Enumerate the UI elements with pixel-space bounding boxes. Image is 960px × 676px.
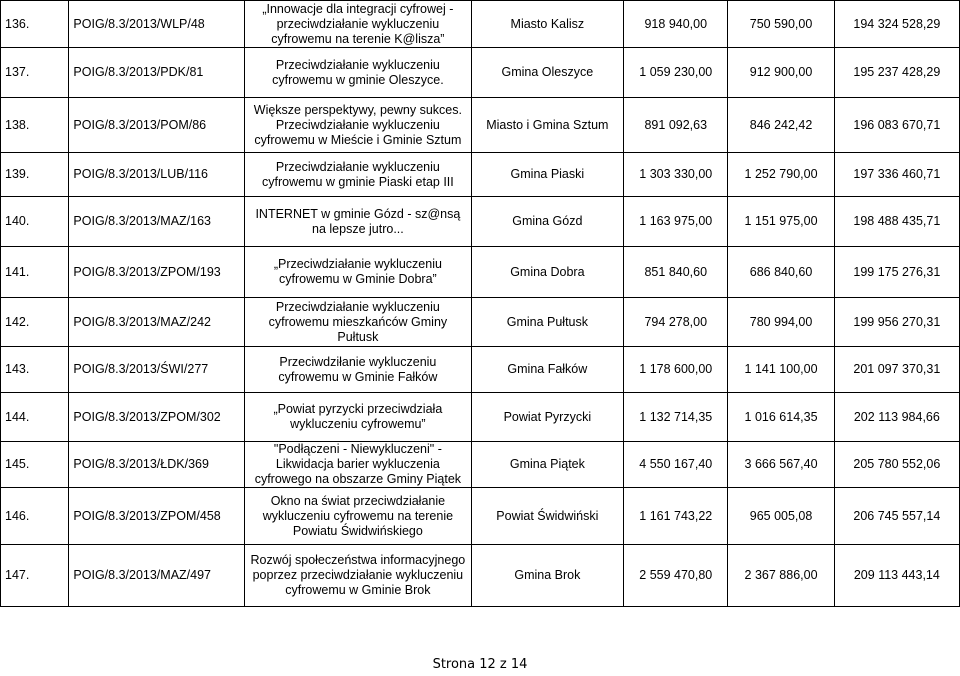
eligible-value-cell: 912 900,00 xyxy=(728,48,834,98)
table-row xyxy=(1,442,960,488)
table-row xyxy=(1,153,960,197)
total-value-cell: 1 163 975,00 xyxy=(624,197,728,247)
beneficiary-cell: Miasto Kalisz xyxy=(471,1,624,48)
project-title-cell: INTERNET w gminie Gózd - sz@nsą na lepsze jutro... xyxy=(245,197,471,247)
project-title-cell: Przeciwdziałanie wykluczeniu cyfrowemu w gminie Piaski etap III xyxy=(245,153,471,197)
table-row xyxy=(1,488,960,545)
table-row xyxy=(1,1,960,48)
total-value-cell: 891 092,63 xyxy=(624,98,728,153)
project-title-cell: „Przeciwdziałanie wykluczeniu cyfrowemu w Gminie Dobra” xyxy=(245,247,471,298)
cumulative-value-cell: 199 175 276,31 xyxy=(834,247,959,298)
project-title-cell: „Innowacje dla integracji cyfrowej - przeciwdziałanie wykluczeniu cyfrowemu na terenie K@lisza” xyxy=(245,1,471,48)
beneficiary-cell: Gmina Piątek xyxy=(471,442,624,488)
cumulative-value-cell: 198 488 435,71 xyxy=(834,197,959,247)
table-row xyxy=(1,98,960,153)
cumulative-value-cell: 202 113 984,66 xyxy=(834,393,959,442)
row-number-cell: 136. xyxy=(1,1,69,48)
eligible-value-cell: 750 590,00 xyxy=(728,1,834,48)
eligible-value-cell: 1 016 614,35 xyxy=(728,393,834,442)
total-value-cell: 1 303 330,00 xyxy=(624,153,728,197)
eligible-value-cell: 1 252 790,00 xyxy=(728,153,834,197)
row-number-cell: 142. xyxy=(1,298,69,347)
project-number-cell: POIG/8.3/2013/MAZ/163 xyxy=(69,197,245,247)
row-number-cell: 138. xyxy=(1,98,69,153)
cumulative-value-cell: 201 097 370,31 xyxy=(834,347,959,393)
cumulative-value-cell: 206 745 557,14 xyxy=(834,488,959,545)
beneficiary-cell: Gmina Gózd xyxy=(471,197,624,247)
row-number-cell: 146. xyxy=(1,488,69,545)
beneficiary-cell: Gmina Brok xyxy=(471,545,624,607)
project-title-cell: „Powiat pyrzycki przeciwdziała wykluczeniu cyfrowemu” xyxy=(245,393,471,442)
project-number-cell: POIG/8.3/2013/ZPOM/193 xyxy=(69,247,245,298)
total-value-cell: 1 161 743,22 xyxy=(624,488,728,545)
beneficiary-cell: Gmina Fałków xyxy=(471,347,624,393)
eligible-value-cell: 1 151 975,00 xyxy=(728,197,834,247)
eligible-value-cell: 1 141 100,00 xyxy=(728,347,834,393)
cumulative-value-cell: 196 083 670,71 xyxy=(834,98,959,153)
project-number-cell: POIG/8.3/2013/ZPOM/458 xyxy=(69,488,245,545)
project-number-cell: POIG/8.3/2013/MAZ/242 xyxy=(69,298,245,347)
eligible-value-cell: 780 994,00 xyxy=(728,298,834,347)
total-value-cell: 2 559 470,80 xyxy=(624,545,728,607)
project-title-cell: Okno na świat przeciwdziałanie wykluczeniu cyfrowemu na terenie Powiatu Świdwińskiego xyxy=(245,488,471,545)
total-value-cell: 1 059 230,00 xyxy=(624,48,728,98)
cumulative-value-cell: 197 336 460,71 xyxy=(834,153,959,197)
eligible-value-cell: 686 840,60 xyxy=(728,247,834,298)
page-number: Strona 12 z 14 xyxy=(432,657,528,672)
eligible-value-cell: 965 005,08 xyxy=(728,488,834,545)
project-number-cell: POIG/8.3/2013/WLP/48 xyxy=(69,1,245,48)
eligible-value-cell: 2 367 886,00 xyxy=(728,545,834,607)
table-row xyxy=(1,48,960,98)
table-row xyxy=(1,197,960,247)
project-number-cell: POIG/8.3/2013/PDK/81 xyxy=(69,48,245,98)
total-value-cell: 851 840,60 xyxy=(624,247,728,298)
beneficiary-cell: Gmina Oleszyce xyxy=(471,48,624,98)
table-row xyxy=(1,545,960,607)
eligible-value-cell: 3 666 567,40 xyxy=(728,442,834,488)
total-value-cell: 918 940,00 xyxy=(624,1,728,48)
project-number-cell: POIG/8.3/2013/ZPOM/302 xyxy=(69,393,245,442)
total-value-cell: 4 550 167,40 xyxy=(624,442,728,488)
project-number-cell: POIG/8.3/2013/POM/86 xyxy=(69,98,245,153)
table-row xyxy=(1,393,960,442)
project-title-cell: Większe perspektywy, pewny sukces. Przeciwdziałanie wykluczeniu cyfrowemu w Mieście i Gminie Sztum xyxy=(245,98,471,153)
project-title-cell: Przeciwdziłanie wykluczeniu cyfrowemu w Gminie Fałków xyxy=(245,347,471,393)
row-number-cell: 143. xyxy=(1,347,69,393)
cumulative-value-cell: 195 237 428,29 xyxy=(834,48,959,98)
project-title-cell: Przeciwdziałanie wykluczeniu cyfrowemu w gminie Oleszyce. xyxy=(245,48,471,98)
cumulative-value-cell: 194 324 528,29 xyxy=(834,1,959,48)
row-number-cell: 141. xyxy=(1,247,69,298)
table-row xyxy=(1,347,960,393)
project-number-cell: POIG/8.3/2013/ŁDK/369 xyxy=(69,442,245,488)
row-number-cell: 144. xyxy=(1,393,69,442)
project-title-cell: "Podłączeni - Niewykluczeni" - Likwidacja barier wykluczenia cyfrowego na obszarze Gminy Piątek xyxy=(245,442,471,488)
project-title-cell: Przeciwdziałanie wykluczeniu cyfrowemu mieszkańców Gminy Pułtusk xyxy=(245,298,471,347)
project-number-cell: POIG/8.3/2013/ŚWI/277 xyxy=(69,347,245,393)
table-row xyxy=(1,298,960,347)
eligible-value-cell: 846 242,42 xyxy=(728,98,834,153)
row-number-cell: 145. xyxy=(1,442,69,488)
total-value-cell: 1 178 600,00 xyxy=(624,347,728,393)
row-number-cell: 137. xyxy=(1,48,69,98)
beneficiary-cell: Miasto i Gmina Sztum xyxy=(471,98,624,153)
project-title-cell: Rozwój społeczeństwa informacyjnego poprzez przeciwdziałanie wykluczeniu cyfrowemu w Gminie Brok xyxy=(245,545,471,607)
project-number-cell: POIG/8.3/2013/LUB/116 xyxy=(69,153,245,197)
total-value-cell: 794 278,00 xyxy=(624,298,728,347)
row-number-cell: 139. xyxy=(1,153,69,197)
beneficiary-cell: Gmina Dobra xyxy=(471,247,624,298)
row-number-cell: 147. xyxy=(1,545,69,607)
cumulative-value-cell: 205 780 552,06 xyxy=(834,442,959,488)
beneficiary-cell: Gmina Pułtusk xyxy=(471,298,624,347)
projects-table-body xyxy=(1,1,960,607)
beneficiary-cell: Powiat Pyrzycki xyxy=(471,393,624,442)
cumulative-value-cell: 209 113 443,14 xyxy=(834,545,959,607)
project-number-cell: POIG/8.3/2013/MAZ/497 xyxy=(69,545,245,607)
beneficiary-cell: Powiat Świdwiński xyxy=(471,488,624,545)
row-number-cell: 140. xyxy=(1,197,69,247)
total-value-cell: 1 132 714,35 xyxy=(624,393,728,442)
cumulative-value-cell: 199 956 270,31 xyxy=(834,298,959,347)
beneficiary-cell: Gmina Piaski xyxy=(471,153,624,197)
table-row xyxy=(1,247,960,298)
